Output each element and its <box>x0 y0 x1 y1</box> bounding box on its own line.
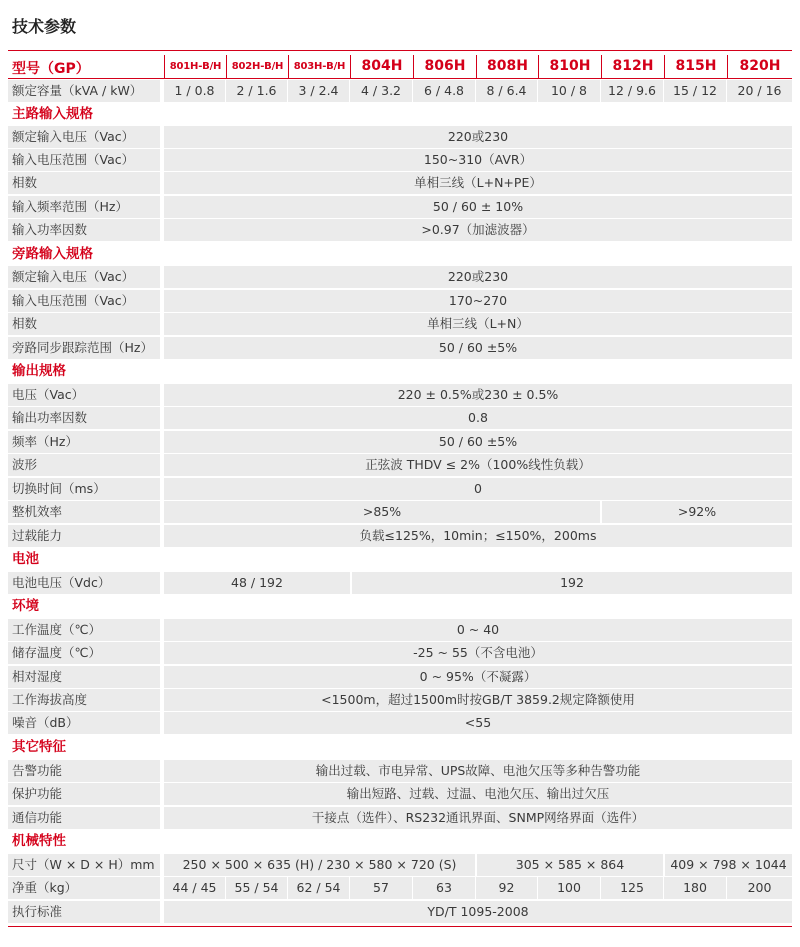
spec-value: 220 ± 0.5%或230 ± 0.5% <box>164 384 792 406</box>
spec-row <box>8 807 792 829</box>
spec-label: 额定输入电压（Vac） <box>8 126 160 148</box>
spec-row <box>8 290 792 312</box>
spec-value: 干接点（选件）、RS232通讯界面、SNMP网络界面（选件） <box>164 807 792 829</box>
size-row <box>8 854 792 876</box>
model-815h: 815H <box>664 55 727 78</box>
spec-value: 正弦波 THDV ≤ 2%（100%线性负载） <box>164 454 792 476</box>
spec-label: 工作温度（℃） <box>8 619 160 641</box>
spec-label: 输入电压范围（Vac） <box>8 290 160 312</box>
spec-label: 净重（kg） <box>8 877 160 899</box>
spec-value: 50 / 60 ±5% <box>164 337 792 359</box>
spec-label: 电池电压（Vdc） <box>8 572 160 594</box>
spec-value: <1500m，超过1500m时按GB/T 3859.2规定降额使用 <box>164 689 792 711</box>
spec-label: 储存温度（℃） <box>8 642 160 664</box>
spec-value: 输出短路、过载、过温、电池欠压、输出过欠压 <box>164 783 792 805</box>
spec-value: 220或230 <box>164 266 792 288</box>
model-802h: 802H-B/H <box>226 55 288 78</box>
spec-row <box>8 313 792 335</box>
size-value-large-models: 409 × 798 × 1044 <box>665 854 792 876</box>
spec-row <box>8 266 792 288</box>
spec-label: 相数 <box>8 313 160 335</box>
capacity-cell: 4 / 3.2 <box>350 80 412 102</box>
spec-label: 相对湿度 <box>8 666 160 688</box>
weight-cell: 200 <box>727 877 792 899</box>
efficiency-value-low-models: >85% <box>164 501 600 523</box>
battery-voltage-large-models: 192 <box>352 572 792 594</box>
header-top-rule <box>8 50 792 51</box>
section-environment-title: 环境 <box>12 598 39 614</box>
spec-value: 170~270 <box>164 290 792 312</box>
spec-label: 输入电压范围（Vac） <box>8 149 160 171</box>
model-header-label: 型号（GP） <box>12 61 90 77</box>
spec-value: 输出过载、市电异常、UPS故障、电池欠压等多种告警功能 <box>164 760 792 782</box>
spec-row <box>8 384 792 406</box>
model-806h: 806H <box>413 55 476 78</box>
spec-row <box>8 219 792 241</box>
weight-cell: 125 <box>601 877 663 899</box>
spec-label: 频率（Hz） <box>8 431 160 453</box>
spec-row <box>8 126 792 148</box>
section-other-title: 其它特征 <box>12 739 66 755</box>
capacity-cell: 6 / 4.8 <box>413 80 475 102</box>
spec-row <box>8 642 792 664</box>
weight-row <box>8 877 792 899</box>
capacity-cell: 2 / 1.6 <box>226 80 287 102</box>
capacity-label: 额定容量（kVA / kW） <box>8 80 160 102</box>
model-801h: 801H-B/H <box>164 55 226 78</box>
spec-row <box>8 760 792 782</box>
battery-voltage-small-models: 48 / 192 <box>164 572 350 594</box>
section-mechanical-title: 机械特性 <box>12 833 66 849</box>
spec-row <box>8 689 792 711</box>
battery-voltage-row <box>8 572 792 594</box>
spec-value: 50 / 60 ± 10% <box>164 196 792 218</box>
section-main-input-title: 主路输入规格 <box>12 106 93 122</box>
spec-value: 50 / 60 ±5% <box>164 431 792 453</box>
spec-value: 单相三线（L+N+PE） <box>164 172 792 194</box>
spec-label: 尺寸（W × D × H）mm <box>8 854 160 876</box>
capacity-cell: 15 / 12 <box>664 80 726 102</box>
spec-value: 0.8 <box>164 407 792 429</box>
weight-cell: 57 <box>350 877 412 899</box>
model-header-row <box>8 55 792 78</box>
capacity-row <box>8 80 792 102</box>
spec-row <box>8 172 792 194</box>
capacity-cell: 20 / 16 <box>727 80 792 102</box>
spec-label: 波形 <box>8 454 160 476</box>
capacity-cell: 8 / 6.4 <box>476 80 537 102</box>
section-battery-title: 电池 <box>12 551 39 567</box>
spec-value: <55 <box>164 712 792 734</box>
spec-label: 噪音（dB） <box>8 712 160 734</box>
spec-label: 告警功能 <box>8 760 160 782</box>
spec-label: 输出功率因数 <box>8 407 160 429</box>
size-value-small-models: 250 × 500 × 635 (H) ∕ 230 × 580 × 720 (S) <box>164 854 475 876</box>
spec-label: 通信功能 <box>8 807 160 829</box>
weight-cell: 55 / 54 <box>226 877 287 899</box>
spec-row <box>8 712 792 734</box>
weight-cell: 100 <box>538 877 600 899</box>
spec-row <box>8 666 792 688</box>
spec-value: 150~310（AVR） <box>164 149 792 171</box>
spec-value: 220或230 <box>164 126 792 148</box>
spec-label: 切换时间（ms） <box>8 478 160 500</box>
model-810h: 810H <box>538 55 601 78</box>
page-title: 技术参数 <box>12 17 77 36</box>
spec-row <box>8 901 792 923</box>
spec-label: 电压（Vac） <box>8 384 160 406</box>
header-bottom-rule <box>8 78 792 79</box>
model-812h: 812H <box>601 55 664 78</box>
spec-label: 过载能力 <box>8 525 160 547</box>
spec-row <box>8 454 792 476</box>
spec-label: 输入功率因数 <box>8 219 160 241</box>
spec-value: 0 ~ 40 <box>164 619 792 641</box>
spec-value: 负载≤125%，10min；≤150%，200ms <box>164 525 792 547</box>
size-value-mid-models: 305 × 585 × 864 <box>477 854 663 876</box>
efficiency-row <box>8 501 792 523</box>
capacity-cell: 3 / 2.4 <box>288 80 349 102</box>
spec-value: YD/T 1095-2008 <box>164 901 792 923</box>
spec-row <box>8 783 792 805</box>
weight-cell: 180 <box>664 877 726 899</box>
spec-label: 整机效率 <box>8 501 160 523</box>
model-804h: 804H <box>350 55 413 78</box>
weight-cell: 44 / 45 <box>164 877 225 899</box>
section-output-title: 输出规格 <box>12 363 66 379</box>
spec-value: >0.97（加滤波器） <box>164 219 792 241</box>
capacity-cell: 1 / 0.8 <box>164 80 225 102</box>
spec-label: 相数 <box>8 172 160 194</box>
spec-value: 0 ~ 95%（不凝露） <box>164 666 792 688</box>
weight-cell: 63 <box>413 877 475 899</box>
spec-row <box>8 525 792 547</box>
spec-label: 额定输入电压（Vac） <box>8 266 160 288</box>
section-bypass-input-title: 旁路输入规格 <box>12 246 93 262</box>
spec-row <box>8 431 792 453</box>
table-bottom-rule <box>8 926 792 927</box>
spec-label: 保护功能 <box>8 783 160 805</box>
spec-value: -25 ~ 55（不含电池） <box>164 642 792 664</box>
spec-label: 旁路同步跟踪范围（Hz） <box>8 337 160 359</box>
weight-cell: 62 / 54 <box>288 877 349 899</box>
model-808h: 808H <box>476 55 538 78</box>
capacity-cell: 12 / 9.6 <box>601 80 663 102</box>
model-803h: 803H-B/H <box>288 55 350 78</box>
spec-label: 输入频率范围（Hz） <box>8 196 160 218</box>
spec-value: 0 <box>164 478 792 500</box>
spec-row <box>8 478 792 500</box>
spec-row <box>8 407 792 429</box>
spec-row <box>8 337 792 359</box>
efficiency-value-high-models: >92% <box>602 501 792 523</box>
spec-row <box>8 196 792 218</box>
spec-label: 工作海拔高度 <box>8 689 160 711</box>
model-820h: 820H <box>727 55 792 78</box>
spec-row <box>8 619 792 641</box>
spec-row <box>8 149 792 171</box>
weight-cell: 92 <box>476 877 537 899</box>
capacity-cell: 10 / 8 <box>538 80 600 102</box>
spec-value: 单相三线（L+N） <box>164 313 792 335</box>
spec-label: 执行标准 <box>8 901 160 923</box>
